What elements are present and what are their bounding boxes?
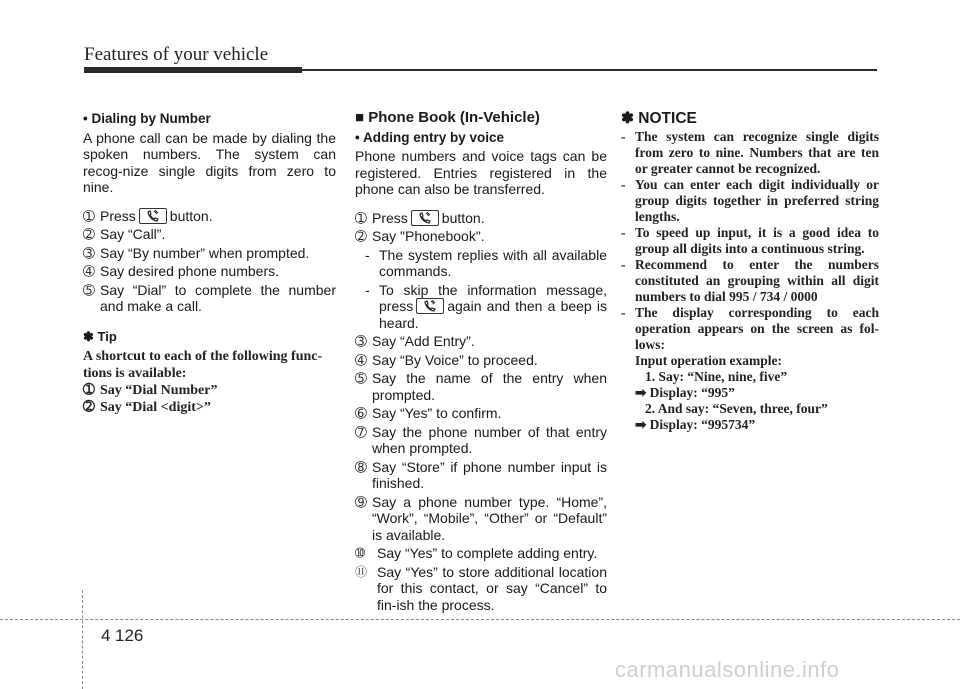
page-number: 126	[115, 626, 144, 645]
notice-item: - Recommend to enter the numbers constituted an grouping within all digit numbers to dial 995 / 734 / 0000	[621, 256, 879, 304]
example-step: 1. Say: “Nine, nine, five”	[645, 368, 788, 384]
notice-body	[621, 129, 879, 433]
phonebook-step: ➈ Say a phone number type. “Home”, “Work”, “Mobile”, “Other” or “Default” is available.	[355, 493, 607, 543]
voice-command-icon	[139, 208, 167, 224]
watermark: carmanualsonline.info	[615, 657, 840, 682]
voice-command-icon	[411, 210, 439, 226]
chapter-number: 4	[101, 626, 111, 645]
dialing-step: ➃ Say desired phone numbers.	[83, 263, 279, 279]
example-display: ➡ Display: “995”	[635, 384, 735, 400]
notice-item: - The display corresponding to each operation appears on the screen as fol-lows:	[621, 304, 879, 352]
phonebook-step: ➅ Say “Yes” to confirm.	[355, 405, 502, 421]
example-display: ➡ Display: “995734”	[635, 416, 756, 432]
phonebook-step: ➆ Say the phone number of that entry when prompted.	[355, 423, 607, 456]
phonebook-step: ➂ Say “Add Entry”.	[355, 333, 475, 349]
dialing-heading: • Dialing by Number	[83, 111, 211, 126]
voice-command-icon	[416, 298, 444, 314]
notice-item: - You can enter each digit individually or group digits together in preferred string lengths.	[621, 176, 879, 224]
footer-divider	[82, 590, 83, 689]
tip-body: A shortcut to each of the following func-tions is available: ➀ Say “Dial Number” ➁ Say “Dial <digit>”	[83, 349, 323, 415]
dialing-step: ➄ Say “Dial” to complete the number and make a call.	[83, 281, 336, 314]
dialing-step: ➁ Say “Call”.	[83, 226, 166, 242]
phonebook-step: ⑪ Say “Yes” to store additional location for this contact, or say “Cancel” to fin-ish the process.	[355, 563, 607, 613]
header-rule	[84, 67, 302, 73]
dialing-step: ➂ Say “By number” when prompted.	[83, 244, 310, 261]
phonebook-step: ➉ Say “Yes” to complete adding entry.	[355, 545, 598, 561]
column-phone-book	[355, 108, 607, 615]
phonebook-intro: Phone numbers and voice tags can be registered. Entries registered in the phone can also be transferred.	[355, 148, 607, 197]
notice-item: - The system can recognize single digits from zero to nine. Numbers that are ten or greater cannot be recognized.	[621, 128, 879, 176]
adding-entry-heading: • Adding entry by voice	[355, 129, 505, 145]
phonebook-step: ➇ Say “Store” if phone number input is finished.	[355, 458, 607, 491]
column-dialing-by-number	[83, 108, 336, 416]
dialing-intro: A phone call can be made by dialing the spoken numbers. The system can recog-nize single digits from zero to nine.	[83, 129, 336, 195]
phonebook-substep: - To skip the information message, press again and then a beep is heard.	[365, 281, 607, 331]
page-header-title: Features of your vehicle	[84, 44, 269, 65]
example-step: 2. And say: “Seven, three, four”	[645, 400, 828, 416]
phonebook-step: ➄ Say the name of the entry when prompted.	[355, 370, 607, 403]
notice-item: - To speed up input, it is a good idea to group all digits into a continuous string.	[621, 224, 879, 256]
phonebook-step: ➁ Say "Phonebook".	[355, 228, 485, 244]
phonebook-step: ➀ Press button.	[355, 209, 485, 226]
tip-title: ✽ Tip	[83, 328, 117, 344]
footer-rule	[0, 619, 960, 620]
phonebook-section-title: ■ Phone Book (In-Vehicle)	[355, 109, 540, 126]
column-notice	[621, 108, 879, 433]
phonebook-substep: - The system replies with all available commands.	[365, 246, 607, 279]
header-rule-thin	[302, 69, 877, 71]
phonebook-step: ➃ Say “By Voice” to proceed.	[355, 351, 538, 368]
dialing-step: ➀ Press button.	[83, 207, 213, 224]
example-title: Input operation example:	[635, 352, 783, 368]
notice-title: ✽ NOTICE	[621, 110, 697, 127]
